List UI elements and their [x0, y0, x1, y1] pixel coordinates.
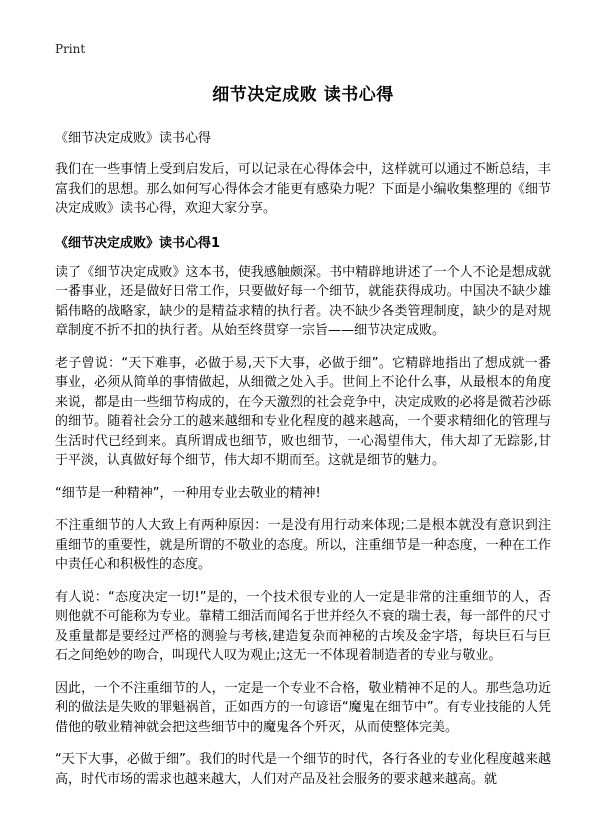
- article: [55, 70, 551, 802]
- page-title: 细节决定成败 读书心得: [212, 85, 394, 105]
- body-paragraph: 读了《细节决定成败》这本书，使我感触颇深。书中精辟地讲述了一个人不论是想成就一番事业，还是做好日常工作，只要做好每一个细节，就能获得成功。中国决不缺少雄韬伟略的战略家，缺少的是精益求精的执行者。决不缺少各类管理制度，缺少的是对规章制度不折不扣的执行者。从始至终贯穿一宗旨——细节决定成败。: [55, 264, 551, 338]
- body-paragraph: “天下大事，必做于细”。我们的时代是一个细节的时代，各行各业的专业化程度越来越高，时代市场的需求也越来越大，人们对产品及社会服务的要求越来越高。就: [55, 752, 551, 787]
- print-link[interactable]: Print: [55, 42, 86, 56]
- body-paragraph: “细节是一种精神”，一种用专业去敬业的精神!: [55, 485, 321, 501]
- article-subtitle: 《细节决定成败》读书心得: [55, 131, 212, 146]
- body-paragraph: 不注重细节的人大致上有两种原因：一是没有用行动来体现;二是根本就没有意识到注重细节的重要性，就是所谓的不敬业的态度。所以，注重细节是一种态度，一种在工作中责任心和积极性的态度。: [55, 518, 551, 572]
- section-heading: 《细节决定成败》读书心得1: [55, 235, 221, 251]
- body-paragraph: 老子曾说：“天下难事，必做于易,天下大事，必做于细”。它精辟地指出了想成就一番事业，必须从简单的事情做起，从细微之处入手。世间上不论什么事，从最根本的角度来说，都是由一些细节构成的，在今天激烈的社会竞争中，决定成败的必将是微若沙砾的细节。随着社会分工的越来越细和专业化程度的越来越高，一个要求精细化的管理与生活时代已经到来。真所谓成也细节，败也细节，一心渴望伟大，伟大却了无踪影,甘于平淡，认真做好每个细节，伟大却不期而至。这就是细节的魅力。: [55, 355, 551, 468]
- body-paragraph: 因此，一个不注重细节的人，一定是一个专业不合格，敬业精神不足的人。那些急功近利的做法是失败的罪魁祸首，正如西方的一句谚语“魔鬼在细节中”。有专业技能的人凭借他的敬业精神就会把这些细节中的魔鬼各个歼灭，从而使整体完美。: [55, 680, 551, 735]
- intro-paragraph: 我们在一些事情上受到启发后，可以记录在心得体会中，这样就可以通过不断总结，丰富我们的思想。那么如何写心得体会才能更有感染力呢？下面是小编收集整理的《细节决定成败》读书心得，欢迎大家分享。: [55, 162, 551, 216]
- body-paragraph: 有人说：“态度决定一切!”是的，一个技术很专业的人一定是非常的注重细节的人，否则他就不可能称为专业。靠精工细活而闻名于世并经久不衰的瑞士表，每一部件的尺寸及重量都是要经过严格的测验与考核,建造复杂而神秘的古埃及金字塔，每块巨石与巨石之间绝妙的吻合，叫现代人叹为观止;这无一不体现着制造者的专业与敬业。: [55, 589, 551, 663]
